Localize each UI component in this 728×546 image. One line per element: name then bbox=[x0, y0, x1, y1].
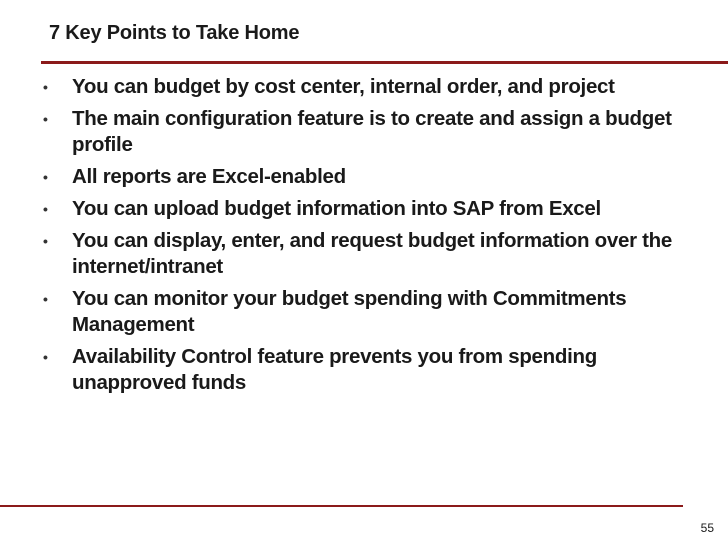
bullet-icon: • bbox=[43, 169, 48, 185]
bullet-text: You can budget by cost center, internal order, and project bbox=[72, 75, 615, 98]
slide-title: 7 Key Points to Take Home bbox=[49, 22, 300, 44]
bullet-icon: • bbox=[43, 79, 48, 95]
page-number: 55 bbox=[700, 521, 714, 535]
bullet-text: You can monitor your budget spending with Commitments Management bbox=[72, 287, 627, 336]
bullet-icon: • bbox=[43, 233, 48, 249]
bullet-item bbox=[42, 228, 702, 280]
bullet-icon: • bbox=[43, 291, 48, 307]
bullet-icon: • bbox=[43, 349, 48, 365]
bullet-icon: • bbox=[43, 201, 48, 217]
bullet-item bbox=[42, 74, 702, 100]
bullet-item bbox=[42, 164, 702, 190]
bullet-text: The main configuration feature is to create and assign a budget profile bbox=[72, 107, 672, 156]
bullet-text: Availability Control feature prevents you from spending unapproved funds bbox=[72, 345, 597, 394]
title-divider bbox=[41, 61, 728, 64]
bullet-text: All reports are Excel-enabled bbox=[72, 165, 346, 188]
page-number-box bbox=[683, 513, 728, 546]
bullet-item bbox=[42, 106, 702, 158]
bullet-item bbox=[42, 286, 702, 338]
bullet-item bbox=[42, 196, 702, 222]
bullet-list bbox=[42, 74, 702, 402]
bullet-text: You can upload budget information into SAP from Excel bbox=[72, 197, 601, 220]
bullet-text: You can display, enter, and request budget information over the internet/intranet bbox=[72, 229, 672, 278]
bullet-icon: • bbox=[43, 111, 48, 127]
footer-divider bbox=[0, 505, 683, 507]
bullet-item bbox=[42, 344, 702, 396]
